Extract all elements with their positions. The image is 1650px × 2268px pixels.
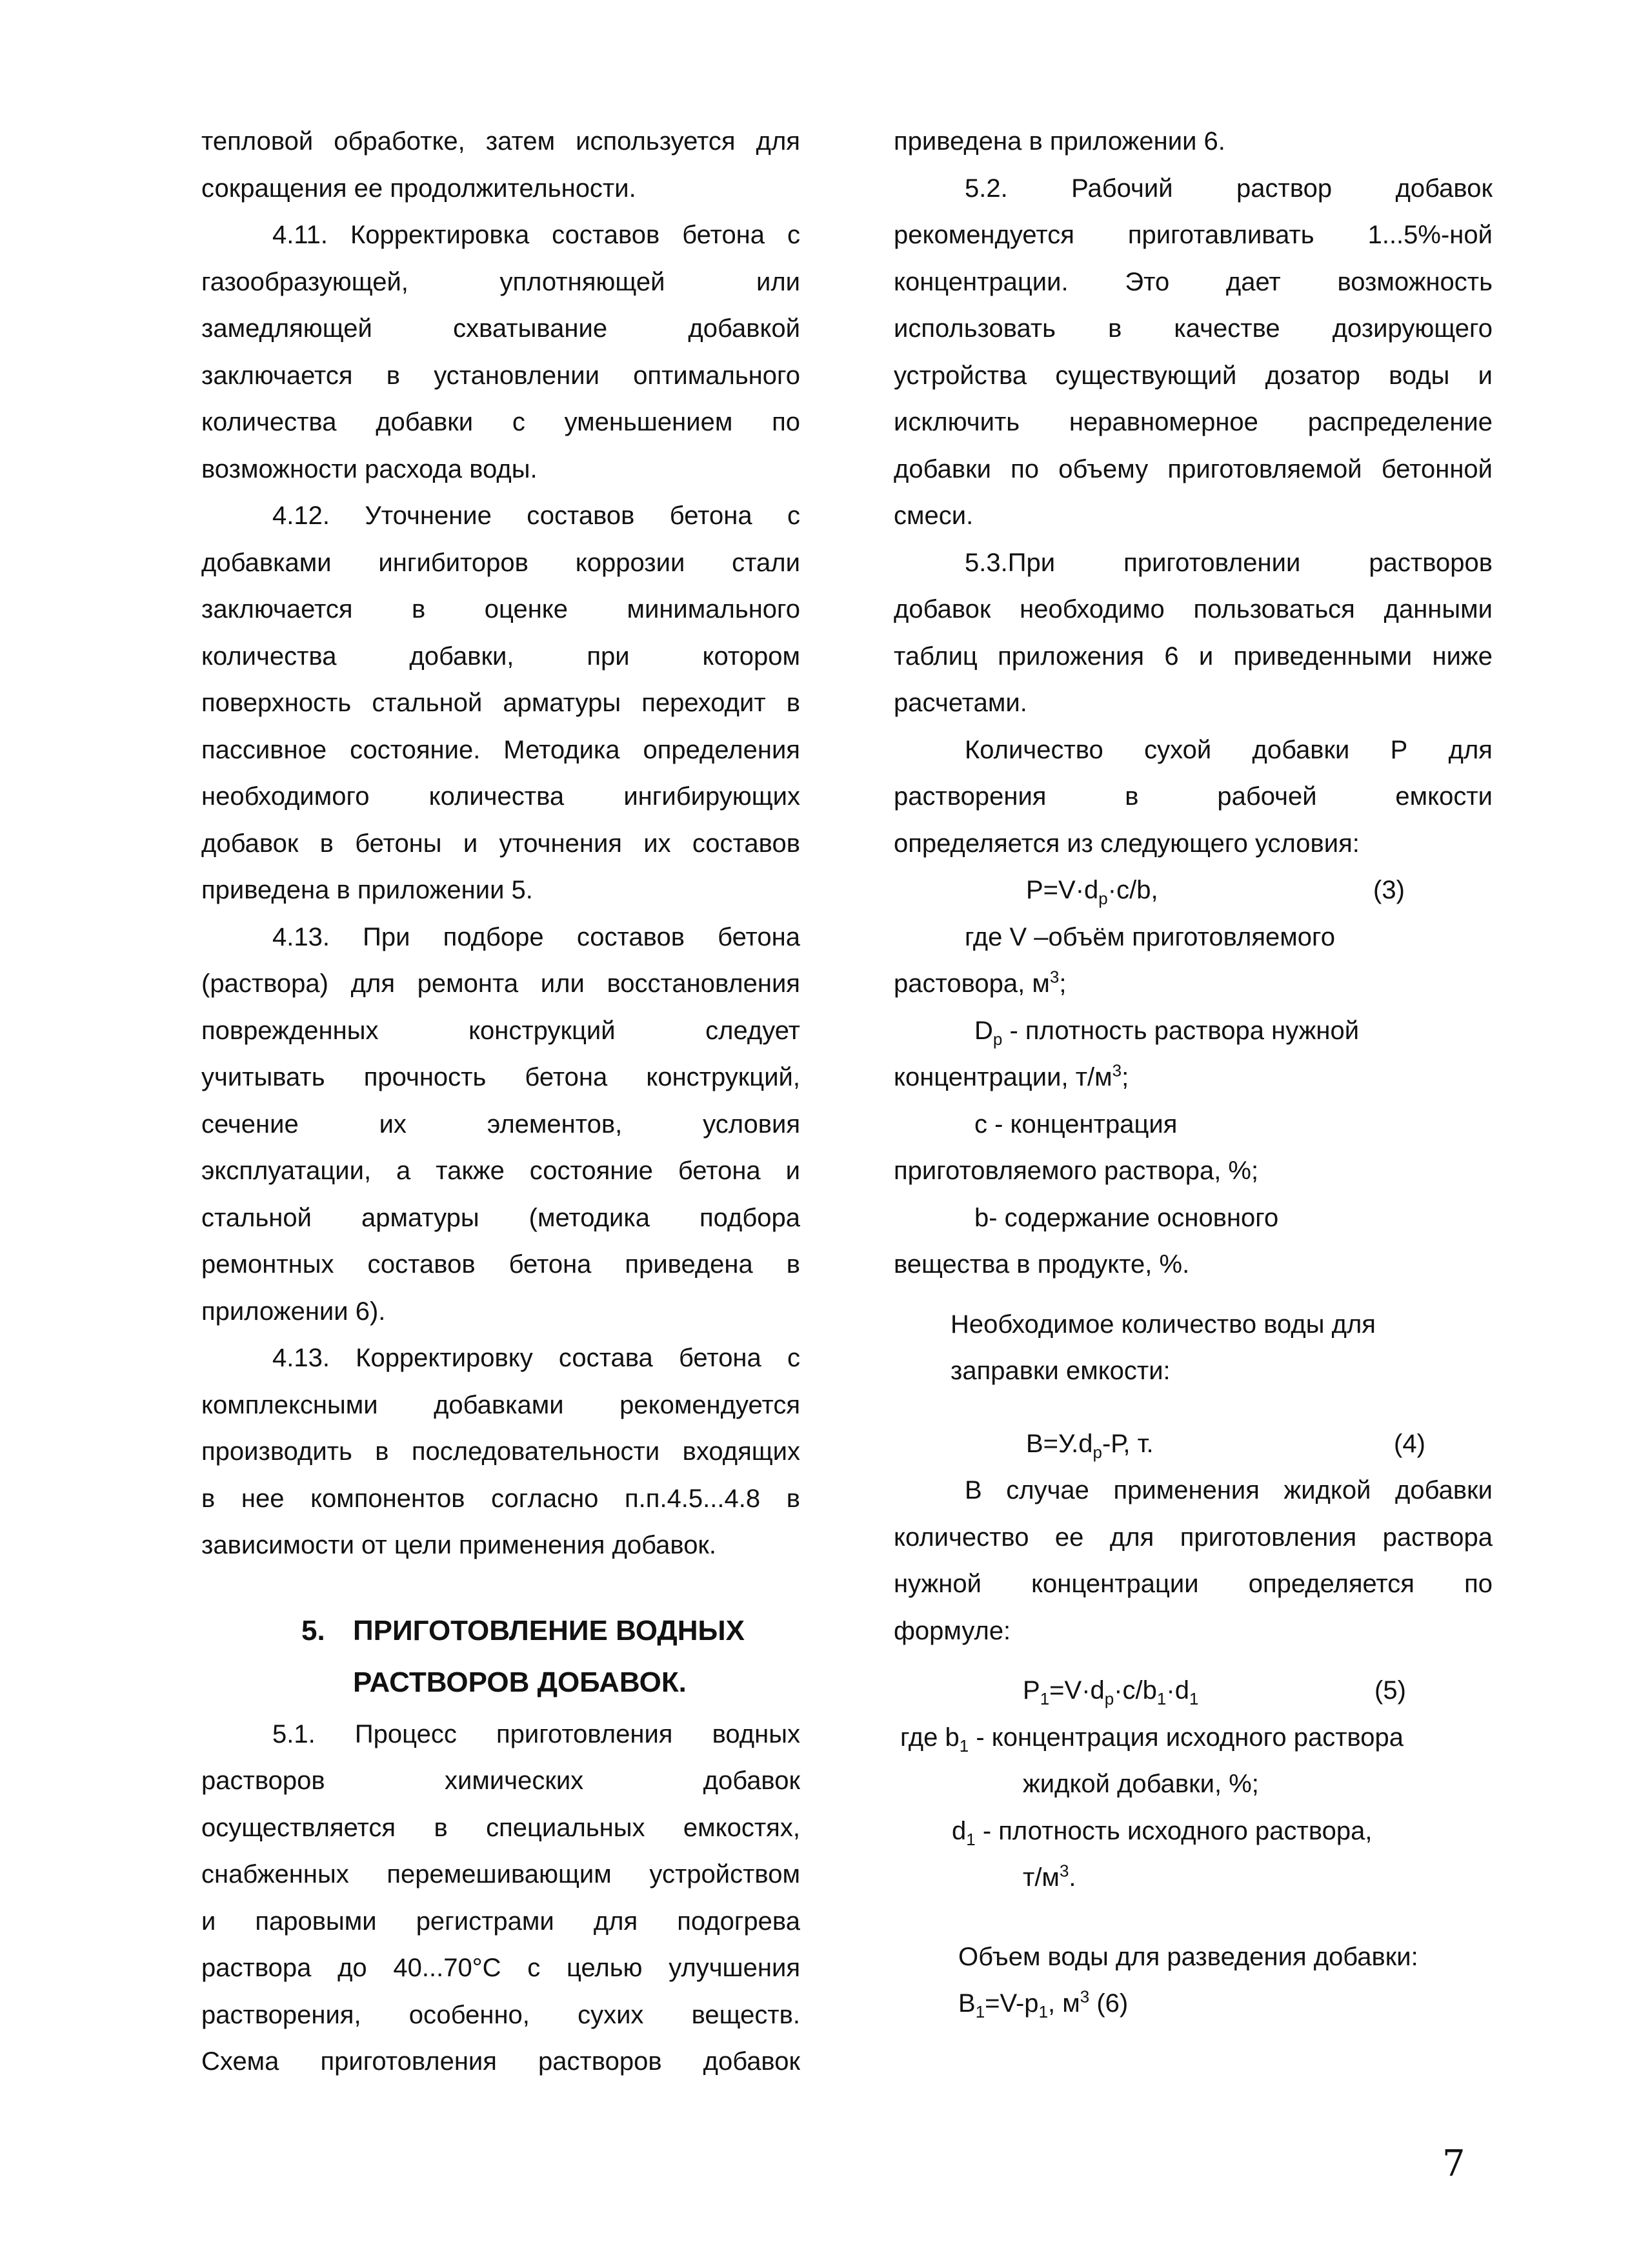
paragraph-line: комплексными добавками рекомендуется — [201, 1390, 800, 1419]
text-segment: 1 — [959, 1736, 969, 1756]
text-segment: =V-p — [985, 1989, 1039, 2018]
where-line: жидкой добавки, %; — [1023, 1770, 1259, 1798]
page-number: 7 — [1442, 2143, 1465, 2185]
paragraph-line: добавок в бетоны и уточнения их составов — [201, 829, 800, 858]
where-line — [1023, 1862, 1076, 1893]
formula-4 — [1026, 1428, 1154, 1462]
paragraph-line: добавок необходимо пользоваться данными — [894, 595, 1493, 623]
paragraph-line: эксплуатации, а также состояние бетона и — [201, 1157, 800, 1185]
paragraph-line: формуле: — [894, 1616, 1011, 1645]
text-segment: ; — [1059, 969, 1067, 998]
text-segment: . — [1069, 1863, 1076, 1892]
paragraph-line: 5.2. Рабочий раствор добавок — [965, 174, 1493, 203]
text-segment: где b — [900, 1723, 960, 1752]
paragraph-line: растворения, особенно, сухих веществ. — [201, 2000, 800, 2029]
paragraph-line: использовать в качестве дозирующего — [894, 314, 1493, 343]
text-segment: -Р, т. — [1102, 1429, 1154, 1458]
text-segment: 3 — [1080, 1987, 1090, 2007]
where-line — [952, 1816, 1372, 1847]
text-segment: - плотность исходного раствора, — [975, 1816, 1373, 1845]
paragraph-line: 5.3.При приготовлении растворов — [965, 548, 1493, 577]
text-segment: ·d — [1166, 1676, 1189, 1705]
paragraph-line: осуществляется в специальных емкостях, — [201, 1813, 800, 1842]
text-segment: 1 — [975, 2002, 985, 2021]
formula-6 — [958, 1988, 1128, 2019]
text-segment: - концентрация исходного раствора — [969, 1723, 1404, 1752]
paragraph-line: добавки по объему приготовляемой бетонной — [894, 454, 1493, 483]
where-line — [894, 968, 1066, 999]
paragraph-line: учитывать прочность бетона конструкций, — [201, 1063, 800, 1091]
paragraph-line: в нее компонентов согласно п.п.4.5...4.8 в — [201, 1484, 800, 1513]
paragraph-line: 4.11. Корректировка составов бетона с — [272, 221, 800, 249]
text-segment: ·c/b — [1114, 1676, 1157, 1705]
paragraph-line: Схема приготовления растворов добавок — [201, 2047, 800, 2076]
paragraph-line: замедляющей схватывание добавкой — [201, 314, 800, 343]
paragraph-line: ремонтных составов бетона приведена в — [201, 1250, 800, 1279]
text-segment: концентрации, т/м — [894, 1063, 1112, 1091]
formula-5 — [1023, 1675, 1198, 1706]
paragraph-line: стальной арматуры (методика подбора — [201, 1203, 800, 1232]
text-segment: 1 — [1040, 1689, 1050, 1708]
paragraph-line: поврежденных конструкций следует — [201, 1016, 800, 1045]
text-segment: ; — [1122, 1063, 1129, 1091]
text-segment: 1 — [1156, 1689, 1167, 1708]
formula-3-number: (3) — [1373, 876, 1405, 904]
text-segment: ·c/b, — [1107, 876, 1158, 904]
paragraph-line: Необходимое количество воды для — [951, 1310, 1376, 1339]
text-segment: 5. — [301, 1614, 325, 1646]
paragraph-line: заключается в оценке минимального — [201, 595, 800, 623]
paragraph-line: приложении 6). — [201, 1297, 386, 1326]
text-segment: 1 — [1038, 2002, 1049, 2021]
where-line — [894, 1062, 1129, 1093]
where-line: где V –объём приготовляемого — [965, 922, 1335, 951]
formula-4-number: (4) — [1394, 1429, 1425, 1458]
paragraph-line: устройства существующий дозатор воды и — [894, 361, 1493, 390]
text-segment: т/м — [1023, 1863, 1060, 1892]
text-segment: D — [974, 1016, 993, 1045]
paragraph-line: добавками ингибиторов коррозии стали — [201, 548, 800, 577]
text-segment: 1 — [966, 1829, 976, 1849]
paragraph-line: производить в последовательности входящих — [201, 1437, 800, 1466]
paragraph-line: количество ее для приготовления раствора — [894, 1523, 1493, 1552]
text-segment: В=У.d — [1026, 1429, 1093, 1458]
paragraph-line: нужной концентрации определяется по — [894, 1570, 1493, 1598]
text-segment: 1 — [1189, 1689, 1199, 1708]
paragraph-line: возможности расхода воды. — [201, 454, 538, 483]
paragraph-line: 4.13. Корректировку состава бетона с — [272, 1344, 800, 1372]
paragraph-line: приведена в приложении 6. — [894, 127, 1225, 156]
paragraph-line: таблиц приложения 6 и приведенными ниже — [894, 642, 1493, 671]
paragraph-line: 5.1. Процесс приготовления водных — [272, 1719, 800, 1748]
paragraph-line: и паровыми регистрами для подогрева — [201, 1907, 800, 1936]
text-segment: p — [1092, 1442, 1102, 1462]
paragraph-line: сокращения ее продолжительности. — [201, 174, 636, 203]
where-line: b- содержание основного — [974, 1203, 1279, 1232]
text-segment: P=V·d — [1026, 876, 1099, 904]
text-segment: растовора, м — [894, 969, 1050, 998]
text-segment: - плотность раствора нужной — [1002, 1016, 1360, 1045]
paragraph-line: необходимого количества ингибирующих — [201, 782, 800, 811]
text-segment: , м — [1048, 1989, 1080, 2018]
paragraph-line: поверхность стальной арматуры переходит в — [201, 689, 800, 717]
paragraph-line: В случае применения жидкой добавки — [965, 1476, 1493, 1504]
text-segment: 3 — [1112, 1060, 1122, 1080]
paragraph-line: концентрации. Это дает возможность — [894, 267, 1493, 296]
text-segment: d — [952, 1816, 967, 1845]
where-line: с - концентрация — [974, 1109, 1178, 1139]
where-line: вещества в продукте, %. — [894, 1250, 1190, 1279]
text-segment: p — [992, 1029, 1003, 1049]
where-line: приготовляемого раствора, %; — [894, 1157, 1259, 1185]
paragraph-line: заключается в установлении оптимального — [201, 361, 800, 390]
paragraph-line: растворов химических добавок — [201, 1767, 800, 1795]
paragraph-line: 4.13. При подборе составов бетона — [272, 922, 800, 951]
text-segment: =V·d — [1049, 1676, 1105, 1705]
text-segment: (6) — [1089, 1989, 1129, 2018]
paragraph-line: зависимости от цели применения добавок. — [201, 1531, 717, 1559]
formula-5-number: (5) — [1374, 1676, 1406, 1705]
text-segment: P — [1023, 1676, 1040, 1705]
paragraph-line: Количество сухой добавки Р для — [965, 735, 1493, 764]
paragraph-line: тепловой обработке, затем используется для — [201, 127, 800, 156]
where-line — [900, 1722, 1404, 1756]
paragraph-line: пассивное состояние. Методика определения — [201, 735, 800, 764]
paragraph-line: заправки емкости: — [951, 1357, 1171, 1385]
paragraph-line: количества добавки с уменьшением по — [201, 408, 800, 436]
paragraph-line: определяется из следующего условия: — [894, 829, 1360, 858]
text-segment: 3 — [1059, 1861, 1069, 1881]
text-segment: p — [1104, 1689, 1114, 1708]
section-heading — [301, 1615, 745, 1646]
formula-3 — [1026, 875, 1158, 906]
paragraph-line: (раствора) для ремонта или восстановления — [201, 969, 800, 998]
text-segment: ПРИГОТОВЛЕНИЕ ВОДНЫХ — [353, 1614, 745, 1646]
paragraph-line: 4.12. Уточнение составов бетона с — [272, 501, 800, 530]
section-heading-line2: РАСТВОРОВ ДОБАВОК. — [353, 1666, 687, 1698]
paragraph-line: Объем воды для разведения добавки: — [958, 1942, 1418, 1971]
text-segment: 3 — [1049, 967, 1060, 987]
paragraph-line: снабженных перемешивающим устройством — [201, 1860, 800, 1888]
paragraph-line: приведена в приложении 5. — [201, 876, 533, 904]
paragraph-line: смеси. — [894, 501, 974, 530]
paragraph-line: раствора до 40...70°С с целью улучшения — [201, 1954, 800, 1982]
paragraph-line: сечение их элементов, условия — [201, 1109, 800, 1139]
paragraph-line: растворения в рабочей емкости — [894, 782, 1493, 811]
paragraph-line: исключить неравномерное распределение — [894, 408, 1493, 436]
text-segment: p — [1098, 889, 1108, 908]
paragraph-line: рекомендуется приготавливать 1...5%-ной — [894, 221, 1493, 249]
paragraph-line: количества добавки, при котором — [201, 642, 800, 671]
where-line — [974, 1015, 1360, 1049]
paragraph-line: расчетами. — [894, 689, 1027, 717]
paragraph-line: газообразующей, уплотняющей или — [201, 267, 800, 296]
text-segment: B — [958, 1989, 976, 2018]
